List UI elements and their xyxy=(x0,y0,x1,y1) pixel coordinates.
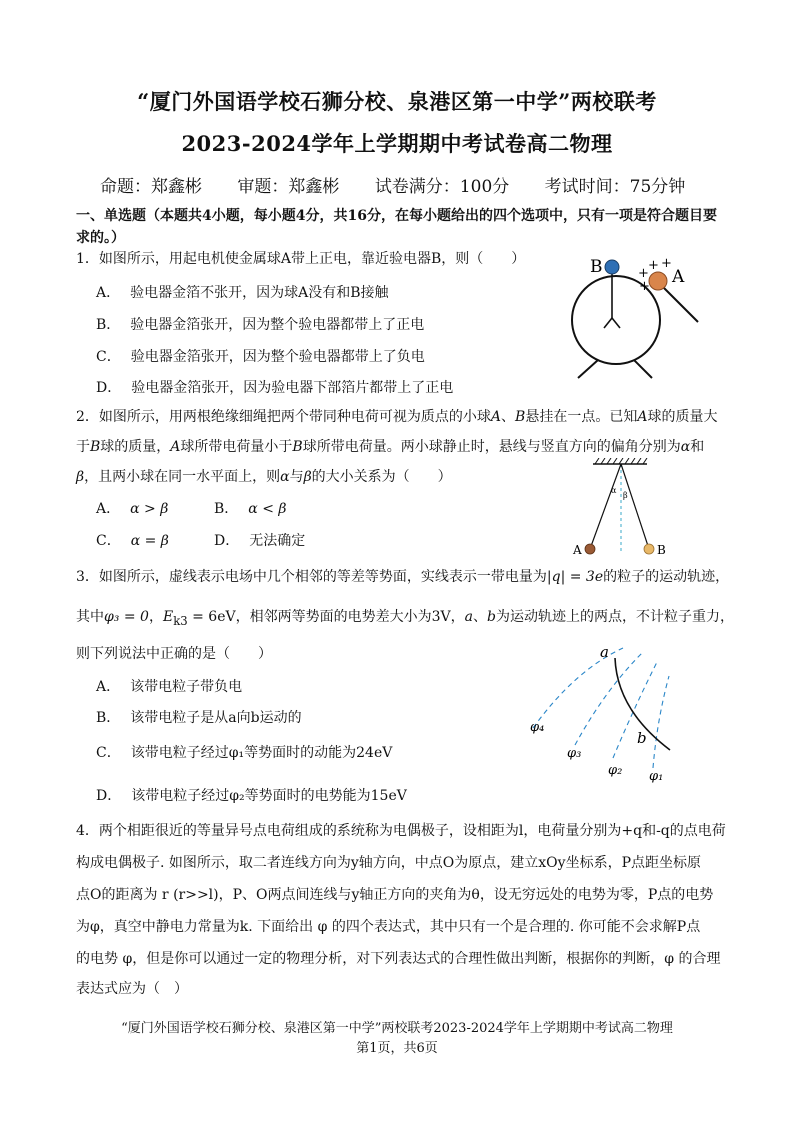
q1-option-d: D． 验电器金箔张开，因为验电器下部箔片都带上了正电 xyxy=(96,380,454,396)
electroscope-leg-left xyxy=(578,360,598,378)
electroscope-leaf-right xyxy=(612,318,620,328)
q3-option-c: C． 该带电粒子经过φ₁等势面时的动能为24eV xyxy=(96,745,393,761)
q1-option-c: C． 验电器金箔张开，因为整个验电器都带上了负电 xyxy=(96,349,425,365)
string-a xyxy=(590,464,621,549)
phi1-label: φ₁ xyxy=(649,769,664,784)
electroscope-ball-b xyxy=(605,260,619,274)
q2-stem-line3: β，且两小球在同一水平面上，则α与β的大小关系为（ ） xyxy=(76,469,452,485)
q4-line1: 4．两个相距很近的等量异号点电荷组成的系统称为电偶极子，设相距为l，电荷量分别为+q和-q的点电荷 xyxy=(76,823,726,839)
q3-option-b: B． 该带电粒子是从a向b运动的 xyxy=(96,710,302,726)
q2-stem-line2: 于B球的质量，A球所带电荷量小于B球所带电荷量。两小球静止时，悬线与竖直方向的偏角分别为α和 xyxy=(76,439,705,455)
q1-option-a: A． 验电器金箔不张开，因为球A没有和B接触 xyxy=(96,285,389,301)
equipotential-phi2 xyxy=(613,662,657,758)
full-score: 试卷满分：100分 xyxy=(374,177,510,197)
q1-option-b: B． 验电器金箔张开，因为整个验电器都带上了正电 xyxy=(96,317,425,333)
phi4-label: φ₄ xyxy=(530,720,545,735)
q4-line2: 构成电偶极子. 如图所示，取二者连线方向为y轴方向，中点O为原点，建立xOy坐标系，P点距坐标原 xyxy=(76,855,701,871)
section-heading: 一、单选题（本题共4小题，每小题4分，共16分，在每小题给出的四个选项中，只有一项是符合题目要求的。） xyxy=(76,208,717,246)
q1-electroscope-figure xyxy=(560,250,740,390)
q2-option-a: A． α > β xyxy=(96,501,169,517)
q2-pendulum-figure xyxy=(565,458,675,560)
equipotential-phi3 xyxy=(575,652,643,745)
author: 命题：郑鑫彬 xyxy=(100,177,202,197)
q4-line3: 点O的距离为 r (r>>l)，P、O两点间连线与y轴正方向的夹角为θ，设无穷远处的电势为零，P点的电势 xyxy=(76,887,714,903)
point-b-label: b xyxy=(637,729,647,747)
metal-ball-a xyxy=(649,272,667,290)
plus-sign: + xyxy=(639,279,650,294)
ball-b xyxy=(644,544,654,554)
q3-equipotential-figure xyxy=(525,640,705,790)
exam-time: 考试时间：75分钟 xyxy=(544,177,686,197)
phi2-label: φ₂ xyxy=(608,763,623,778)
point-a-label: a xyxy=(600,643,609,661)
label-b: B xyxy=(657,543,666,557)
plus-sign: + xyxy=(661,256,672,271)
label-b: B xyxy=(590,257,603,277)
label-a: A xyxy=(573,543,582,557)
q3-option-a: A． 该带电粒子带负电 xyxy=(96,679,243,695)
electroscope-leg-right xyxy=(634,360,652,378)
string-b xyxy=(621,464,649,549)
exam-meta xyxy=(100,172,715,197)
page-number: 第1页，共6页 xyxy=(356,1041,438,1056)
q3-stem-line3: 则下列说法中正确的是（ ） xyxy=(76,646,272,662)
plus-sign: + xyxy=(648,258,659,273)
q3-option-d: D． 该带电粒子经过φ₂等势面时的电势能为15eV xyxy=(96,788,407,804)
q4-line5: 的电势 φ，但是你可以通过一定的物理分析，对下列表达式的合理性做出判断，根据你的判断，φ 的合理 xyxy=(76,951,721,967)
electroscope-leaf-left xyxy=(604,318,612,328)
equipotential-phi1 xyxy=(653,676,669,768)
q2-stem-line1: 2．如图所示，用两根绝缘细绳把两个带同种电荷可视为质点的小球A、B悬挂在一点。已知A球的质量大 xyxy=(76,409,718,425)
plus-sign: + xyxy=(638,266,649,281)
q2-option-b: B． α < β xyxy=(214,501,287,517)
label-a: A xyxy=(672,267,685,287)
q2-option-d: D． 无法确定 xyxy=(214,533,306,549)
ball-a xyxy=(585,544,595,554)
exam-title-line1: “厦门外国语学校石狮分校、泉港区第一中学”两校联考 xyxy=(137,89,657,114)
q4-line6: 表达式应为（ ） xyxy=(76,981,188,997)
q3-stem-line1: 3．如图所示，虚线表示电场中几个相邻的等差等势面，实线表示一带电量为|q| = 3e的粒子的运动轨迹， xyxy=(76,569,730,585)
footer-exam-name: “厦门外国语学校石狮分校、泉港区第一中学”两校联考2023-2024学年上学期期中考试高二物理 xyxy=(121,1021,673,1036)
q1-stem: 1．如图所示，用起电机使金属球A带上正电，靠近验电器B，则（ ） xyxy=(76,251,526,267)
q2-option-c: C． α = β xyxy=(96,533,169,549)
equipotential-phi4 xyxy=(533,648,623,728)
beta-label: β xyxy=(623,491,628,500)
phi3-label: φ₃ xyxy=(567,746,582,761)
q3-stem-line2: 其中φ₃ = 0，$E_{k3} = 6eV$，相邻两等势面的电势差大小为3V，a、b为运动轨迹上的两点，不计粒子重力， xyxy=(76,609,734,628)
ceiling-hatch xyxy=(595,458,647,464)
q4-line4: 为φ，真空中静电力常量为k. 下面给出 φ 的四个表达式，其中只有一个是合理的. 你可能不会求解P点 xyxy=(76,919,701,935)
exam-title-line2: 2023-2024学年上学期期中考试卷高二物理 xyxy=(181,131,613,156)
reviewer: 审题：郑鑫彬 xyxy=(237,177,340,197)
insulated-handle xyxy=(664,288,698,322)
alpha-label: α xyxy=(611,486,617,495)
